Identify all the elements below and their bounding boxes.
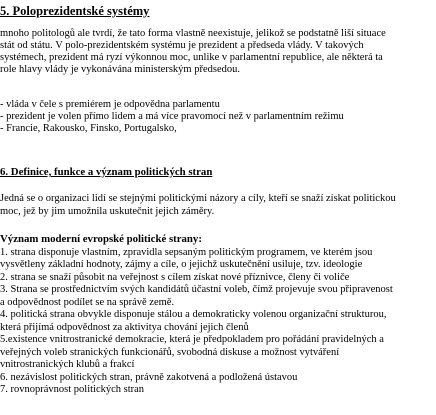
section-6-list-line: veřejných voleb stranických funkcionářů, svobodná diskuse a možnost vytváření bbox=[0, 347, 340, 358]
section-6-subheading: Význam moderní evropské politické strany: bbox=[0, 233, 202, 245]
section-5-bullet: - Francie, Rakousko, Finsko, Portugalsko, bbox=[0, 123, 177, 134]
section-5-heading: 5. Poloprezidentské systémy bbox=[0, 4, 150, 18]
section-6-paragraph-line: Jedná se o organizaci lidí se stejnými politickými názory a cíly, kteří se snaží získat politickou bbox=[0, 193, 396, 204]
section-6-paragraph-line: moc, jež by jim umožnila uskutečnit jejich záměry. bbox=[0, 206, 215, 217]
section-6-list-line: vysvětleny základní hodnoty, zájmy a cíle, o jejichž uskutečnění usiluje, tzv. ideologie bbox=[0, 259, 363, 270]
section-5-paragraph-line: role hlavy vlády je vykonávána ministerským předsedou. bbox=[0, 64, 240, 75]
section-5-paragraph-line: systémech, prezident má ryzí výkonnou moc, unlike v parlamentní republice, ale některá ta bbox=[0, 52, 383, 63]
section-6-list-line: 7. rovnoprávnost politických stran bbox=[0, 384, 145, 395]
section-6-list-line: 4. politická strana obvykle disponuje stálou a demokraticky volenou organizační strukturou, bbox=[0, 309, 387, 320]
section-6-list-line: a odpovědnost podílet se na správě země. bbox=[0, 297, 175, 308]
section-6-heading: 6. Definice, funkce a význam politických stran bbox=[0, 166, 213, 178]
section-6-list-line: 3. Strana se prostřednictvím svých kandidátů účastní voleb, čímž projevuje svou připravenost bbox=[0, 284, 393, 295]
section-6-list-line: 6. nezávislost politických stran, právně zakotvená a podložená ústavou bbox=[0, 372, 298, 383]
section-6-list-line: vnitrostranických klubů a frakcí bbox=[0, 359, 135, 370]
section-6-list-line: 1. strana disponuje vlastním, zpravidla sepsaným politickým programem, ve kterém jsou bbox=[0, 247, 373, 258]
section-6-list-line: 5.existence vnitrostranické demokracie, která je předpokladem pro pořádání pravidelných a bbox=[0, 334, 384, 345]
section-5-paragraph-line: mnoho politologů ale tvrdí, že tato forma vlastně neexistuje, jelikož se podstatně liší situace bbox=[0, 28, 386, 39]
section-5-bullet: - prezident je volen přímo lidem a má více pravomocí než v parlamentním režimu bbox=[0, 111, 344, 122]
section-6-list-line: 2. strana se snaží působit na veřejnost s cílem získat nové příznivce, členy či voliče bbox=[0, 272, 350, 283]
section-5-bullet: - vláda v čele s premiérem je odpovědna parlamentu bbox=[0, 99, 220, 110]
section-5-paragraph-line: stát od státu. V polo-prezidentském systému je prezident a předseda vlády. V takových bbox=[0, 40, 364, 51]
section-6-list-line: která přijímá odpovědnost za aktivitya chování jejich členů bbox=[0, 322, 249, 333]
